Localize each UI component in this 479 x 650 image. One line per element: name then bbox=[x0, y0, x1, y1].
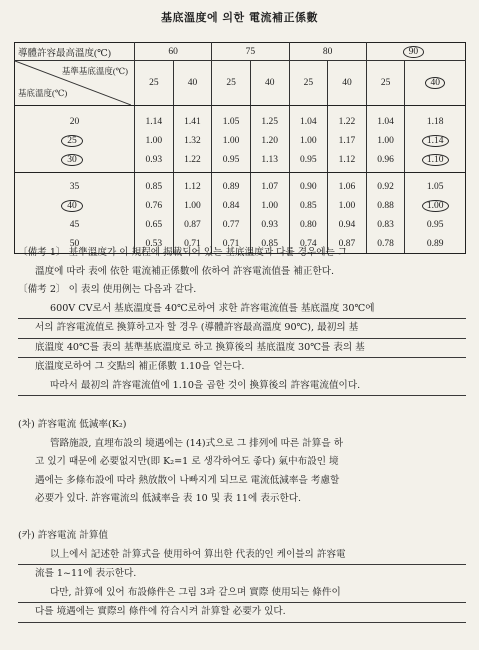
table-cell: 1.25 bbox=[250, 106, 289, 132]
table-cell: 1.13 bbox=[250, 150, 289, 173]
table-row bbox=[15, 106, 466, 132]
base-temp-col: 40 bbox=[250, 61, 289, 106]
table-row bbox=[15, 131, 466, 150]
table-cell: 0.88 bbox=[366, 196, 405, 215]
table-cell: 1.00 bbox=[366, 131, 405, 150]
table-cell: 0.85 bbox=[250, 234, 289, 254]
table-cell: 1.05 bbox=[212, 106, 251, 132]
row-temp: 50 bbox=[15, 234, 135, 254]
max-temp-value-circled: 90 bbox=[403, 46, 425, 58]
table-cell: 1.20 bbox=[250, 131, 289, 150]
table-cell: 1.06 bbox=[328, 173, 367, 197]
table-cell: 0.89 bbox=[212, 173, 251, 197]
table-cell-circled bbox=[405, 196, 466, 215]
table-cell: 0.95 bbox=[212, 150, 251, 173]
section-line: 必要가 있다. 許容電流의 低減率을 表 10 및 表 11에 表示한다. bbox=[35, 493, 302, 504]
section-line: 遇에는 多條布設에 따라 熱放散이 나빠지게 되므로 電流低減率을 考慮할 bbox=[35, 474, 340, 486]
section-line: 다를 境遇에는 實際의 條件에 符合시켜 計算할 必要가 있다. bbox=[18, 603, 466, 623]
base-temp-col: 25 bbox=[289, 61, 328, 106]
table-cell: 0.87 bbox=[173, 215, 212, 234]
note-1-line-1: 〔備考 1〕 基準溫度가 이 規程에 揭載되어 있는 基底溫度과 다를 경우에는 그 bbox=[18, 247, 348, 258]
max-temp-header-label: 導體許容最高溫度(℃) bbox=[15, 43, 135, 61]
table-cell: 0.95 bbox=[405, 215, 466, 234]
base-temp-label: 基底溫度(℃) bbox=[18, 88, 68, 98]
base-temp-col: 25 bbox=[212, 61, 251, 106]
table-cell: 1.00 bbox=[173, 196, 212, 215]
table-cell-circled bbox=[405, 150, 466, 173]
correction-coefficient-table bbox=[14, 42, 466, 254]
table-cell: 0.93 bbox=[250, 215, 289, 234]
table-cell: 0.71 bbox=[173, 234, 212, 254]
note-2-line-4: 底溫度로하여 그 交點의 補正係數 1.10을 얻는다. bbox=[35, 361, 245, 372]
row-temp: 20 bbox=[15, 106, 135, 132]
table-cell: 1.04 bbox=[366, 106, 405, 132]
notes-block bbox=[18, 244, 466, 396]
table-cell: 0.92 bbox=[366, 173, 405, 197]
section-line: 다만, 計算에 있어 布設條件은 그림 3과 같으며 實際 使用되는 條件이 bbox=[18, 584, 466, 604]
table-cell: 0.95 bbox=[289, 150, 328, 173]
note-2-heading: 〔備考 2〕 이 表의 使用例는 다음과 같다. bbox=[18, 284, 197, 295]
max-temp-80 bbox=[289, 43, 366, 61]
row-temp: 45 bbox=[15, 215, 135, 234]
note-2-line-3: 底溫度 40℃를 表의 基準基底溫度로 하고 換算後의 基底溫度 30℃를 表의 基 bbox=[18, 339, 466, 359]
table-cell: 0.89 bbox=[405, 234, 466, 254]
table-cell: 1.10 bbox=[422, 154, 449, 166]
table-cell: 1.12 bbox=[173, 173, 212, 197]
row-temp-circled bbox=[15, 196, 135, 215]
table-cell: 1.41 bbox=[173, 106, 212, 132]
table-cell: 0.80 bbox=[289, 215, 328, 234]
base-temp-col: 25 bbox=[135, 61, 174, 106]
max-temp-90 bbox=[366, 43, 465, 61]
note-2-line-1: 600V CV로서 基底溫度를 40℃로하여 求한 許容電流值를 基底溫度 30℃에 bbox=[18, 300, 466, 320]
table-cell: 1.14 bbox=[135, 106, 174, 132]
table-cell: 1.14 bbox=[422, 135, 449, 147]
base-temp-col-circled bbox=[405, 61, 466, 106]
section-heading: (차) 許容電流 低減率(K₂) bbox=[18, 419, 127, 430]
table-cell: 0.94 bbox=[328, 215, 367, 234]
row-temp: 40 bbox=[61, 200, 83, 212]
table-cell: 0.85 bbox=[289, 196, 328, 215]
table-cell: 0.87 bbox=[328, 234, 367, 254]
row-temp-circled bbox=[15, 131, 135, 150]
table-cell: 1.32 bbox=[173, 131, 212, 150]
section-line: 流를 1~11에 表示한다. bbox=[35, 568, 137, 579]
max-temp-value: 75 bbox=[245, 46, 256, 57]
base-temp-col: 40 bbox=[328, 61, 367, 106]
table-cell: 0.84 bbox=[212, 196, 251, 215]
section-allowable-current-reduction bbox=[18, 416, 466, 509]
table-row bbox=[15, 196, 466, 215]
table-cell: 0.74 bbox=[289, 234, 328, 254]
table-cell: 1.18 bbox=[405, 106, 466, 132]
table-cell: 1.00 bbox=[422, 200, 449, 212]
table-cell: 0.71 bbox=[212, 234, 251, 254]
table-cell: 0.90 bbox=[289, 173, 328, 197]
table-cell: 1.00 bbox=[289, 131, 328, 150]
max-temp-value: 80 bbox=[322, 46, 333, 57]
table-cell: 0.65 bbox=[135, 215, 174, 234]
table-cell: 0.85 bbox=[135, 173, 174, 197]
section-heading: (카) 許容電流 計算值 bbox=[18, 530, 109, 541]
table-title: 基底溫度에 의한 電流補正係數 bbox=[160, 11, 319, 24]
table-cell: 0.83 bbox=[366, 215, 405, 234]
table-row bbox=[15, 150, 466, 173]
table-cell: 0.77 bbox=[212, 215, 251, 234]
table-cell: 1.04 bbox=[289, 106, 328, 132]
row-temp: 30 bbox=[61, 154, 83, 166]
section-line: 以上에서 記述한 計算式을 使用하여 算出한 代表的인 케이블의 許容電 bbox=[18, 546, 466, 566]
table-cell: 1.00 bbox=[135, 131, 174, 150]
row-temp: 25 bbox=[61, 135, 83, 147]
table-cell: 1.00 bbox=[250, 196, 289, 215]
max-temp-60 bbox=[135, 43, 212, 61]
base-temp-value-circled: 40 bbox=[425, 77, 445, 89]
table-cell: 0.78 bbox=[366, 234, 405, 254]
section-line: 고 있기 때문에 必要없지만(即 K₂=1 로 생각하여도 좋다) 氣中布設인 境 bbox=[35, 456, 339, 467]
note-2-line-2: 서의 許容電流值로 換算하고자 할 경우 (導體許容最高溫度 90℃), 最初의 基 bbox=[18, 319, 466, 339]
note-2-line-5: 따라서 最初의 許容電流值에 1.10을 곱한 것이 換算後의 許容電流值이다. bbox=[18, 377, 466, 397]
note-1-line-2: 溫度에 따라 表에 依한 電流補正係數에 依하여 許容電流值를 補正한다. bbox=[35, 265, 335, 277]
base-temp-col: 25 bbox=[366, 61, 405, 106]
diagonal-header-cell bbox=[15, 61, 135, 106]
table-row bbox=[15, 173, 466, 197]
table-cell: 0.53 bbox=[135, 234, 174, 254]
base-reference-temp-label: 基準基底溫度(℃) bbox=[61, 66, 128, 76]
table-cell: 0.76 bbox=[135, 196, 174, 215]
table-cell: 1.07 bbox=[250, 173, 289, 197]
max-temp-75 bbox=[212, 43, 289, 61]
table-cell: 1.12 bbox=[328, 150, 367, 173]
max-temp-value: 60 bbox=[168, 46, 178, 57]
table-header-row-max-temp bbox=[15, 43, 466, 61]
section-line: 管路施設, 直埋布設의 境遇에는 (14)式으로 그 排列에 따른 計算을 하 bbox=[50, 437, 343, 449]
base-temp-col: 40 bbox=[173, 61, 212, 106]
table-cell: 1.05 bbox=[405, 173, 466, 197]
row-temp: 35 bbox=[15, 173, 135, 197]
table-cell: 1.00 bbox=[212, 131, 251, 150]
table-cell: 1.00 bbox=[328, 196, 367, 215]
row-temp-circled bbox=[15, 150, 135, 173]
table-cell: 0.93 bbox=[135, 150, 174, 173]
table-cell: 1.17 bbox=[328, 131, 367, 150]
table-cell-circled bbox=[405, 131, 466, 150]
table-row bbox=[15, 215, 466, 234]
section-allowable-current-calc bbox=[18, 527, 466, 623]
table-cell: 0.96 bbox=[366, 150, 405, 173]
table-header-row-base-temp bbox=[15, 61, 466, 106]
table-cell: 1.22 bbox=[328, 106, 367, 132]
table-cell: 1.22 bbox=[173, 150, 212, 173]
